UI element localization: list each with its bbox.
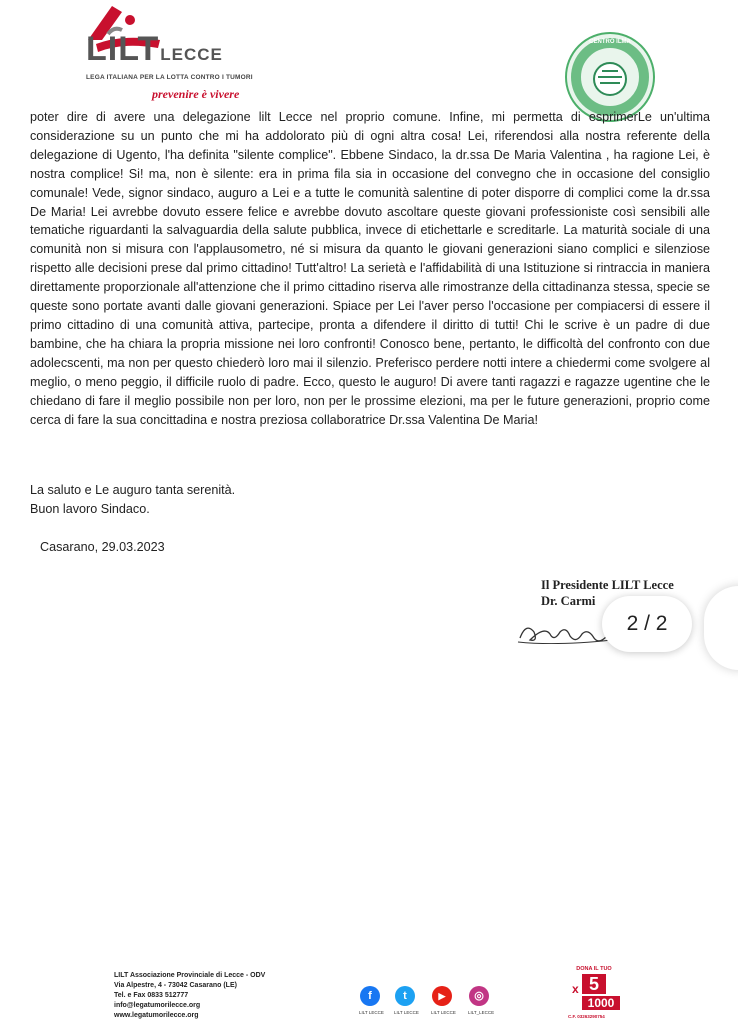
- letter-body: [30, 108, 710, 429]
- brand-motto: prevenire è vivere: [152, 87, 240, 101]
- handwritten-signature: [516, 612, 616, 652]
- brand-tagline: LEGA ITALIANA PER LA LOTTA CONTRO I TUMORI: [86, 74, 253, 81]
- footer-street: Via Alpestre, 4 - 73042 Casarano (LE): [114, 982, 237, 989]
- youtube-icon: ▶: [432, 986, 452, 1006]
- donate-five: 5: [582, 974, 606, 994]
- instagram-link[interactable]: ◎ LILT_LECCE: [468, 986, 490, 1015]
- letter-paragraph: poter dire di avere una delegazione lilt Lecce nel proprio comune. Infine, mi permetta di esprimerLe un'ultima considerazione su un punto che mi ha addolorato più di ogni altra cosa! Lei, riferendosi alla nostra referente della delegazione di Ugento, l'ha definita "silente complice". Ebbene Sindaco, la dr.ssa De Maria Valentina , ha ragione Lei, è nostra complice! Si! ma, non è silente: era in prima fila sia in occasione del convegno che in occasione del consiglio comunale! Vede, signor sindaco, auguro a Lei e a tutte le comunità salentine di poter disporre di complici come la dr.ssa De Maria! Lei avrebbe dovuto essere felice e avrebbe dovuto ascoltare queste giovani professioniste così sensibili alle tematiche riguardanti la salvaguardia della salute pubblica, invece di etichettarle e screditarle. La maturità sociale di una comunità non si misura con l'applausometro, né si misura da quanto le giovani generazioni siano complici e silenziose rispetto alle decisioni prese dal primo cittadino! Tutt'altro! La serietà e l'affidabilità di una Istituzione si rintraccia in maniera direttamente proporzionale all'attenzione che il primo cittadino riserva alle rimostranze della cittadinanza stessa, specie se queste sono portate avanti dalle giovani generazioni. Spiace per Lei l'aver perso l'occasione per compiacersi di essere il primo cittadino di una comunità attiva, partecipe, pronta a difendere il diritto di tutti! Chi le scrive è un padre di due bambine, che ha chiara la propria missione nei loro confronti! Conosco bene, pertanto, le difficoltà del confronto con due adolecscenti, ma non per questo chiederò loro mai il silenzio. Preferisco perdere notti intere a chiedermi come svolgere al meglio, o meno peggio, il difficile ruolo di padre. Ecco, questo le auguro! Di avere tanti ragazzi e ragazze ugentine che le chiedano di fare il meglio possibile non per loro, non per le prossime elezioni, ma per le future generazioni, proprio come cerca di fare la sua concittadina e nostra preziosa collaboratrice Dr.ssa Valentina De Maria!: [30, 110, 710, 427]
- footer-address: [114, 971, 265, 1021]
- donate-5x1000-badge: [568, 966, 620, 1024]
- donate-thousand: 1000: [582, 996, 620, 1010]
- youtube-link[interactable]: ▶ LILT LECCE: [431, 986, 453, 1015]
- instagram-icon: ◎: [469, 986, 489, 1006]
- donate-tax-code: C.F. 03263290754: [568, 1014, 605, 1019]
- facebook-icon: f: [360, 986, 380, 1006]
- closing-greeting: La saluto e Le auguro tanta serenità.: [30, 483, 236, 497]
- brand-name: LILTLECCE: [86, 30, 223, 68]
- donate-title: DONA IL TUO: [576, 966, 612, 972]
- signer-title: Il Presidente LILT Lecce: [541, 578, 674, 592]
- twitter-link[interactable]: t LILT LECCE: [394, 986, 416, 1015]
- page-indicator: 2 / 2: [602, 596, 692, 652]
- footer-email[interactable]: info@legatumorilecce.org: [114, 1002, 201, 1009]
- facebook-link[interactable]: f LILT LECCE: [359, 986, 381, 1015]
- twitter-icon: t: [395, 986, 415, 1006]
- donate-times: x: [572, 982, 579, 996]
- letter-closing: [30, 481, 235, 519]
- signer-name: Dr. Carmi: [541, 594, 596, 608]
- letter-date: Casarano, 29.03.2023: [40, 540, 165, 554]
- footer-phone: Tel. e Fax 0833 512777: [114, 992, 189, 999]
- closing-wish: Buon lavoro Sindaco.: [30, 501, 150, 516]
- footer-org: LILT Associazione Provinciale di Lecce - ODV: [114, 972, 266, 979]
- svg-text:CENTRO ILMA: CENTRO ILMA: [589, 39, 631, 45]
- footer-website[interactable]: www.legatumorilecce.org: [114, 1012, 199, 1019]
- scroll-handle[interactable]: [704, 586, 738, 670]
